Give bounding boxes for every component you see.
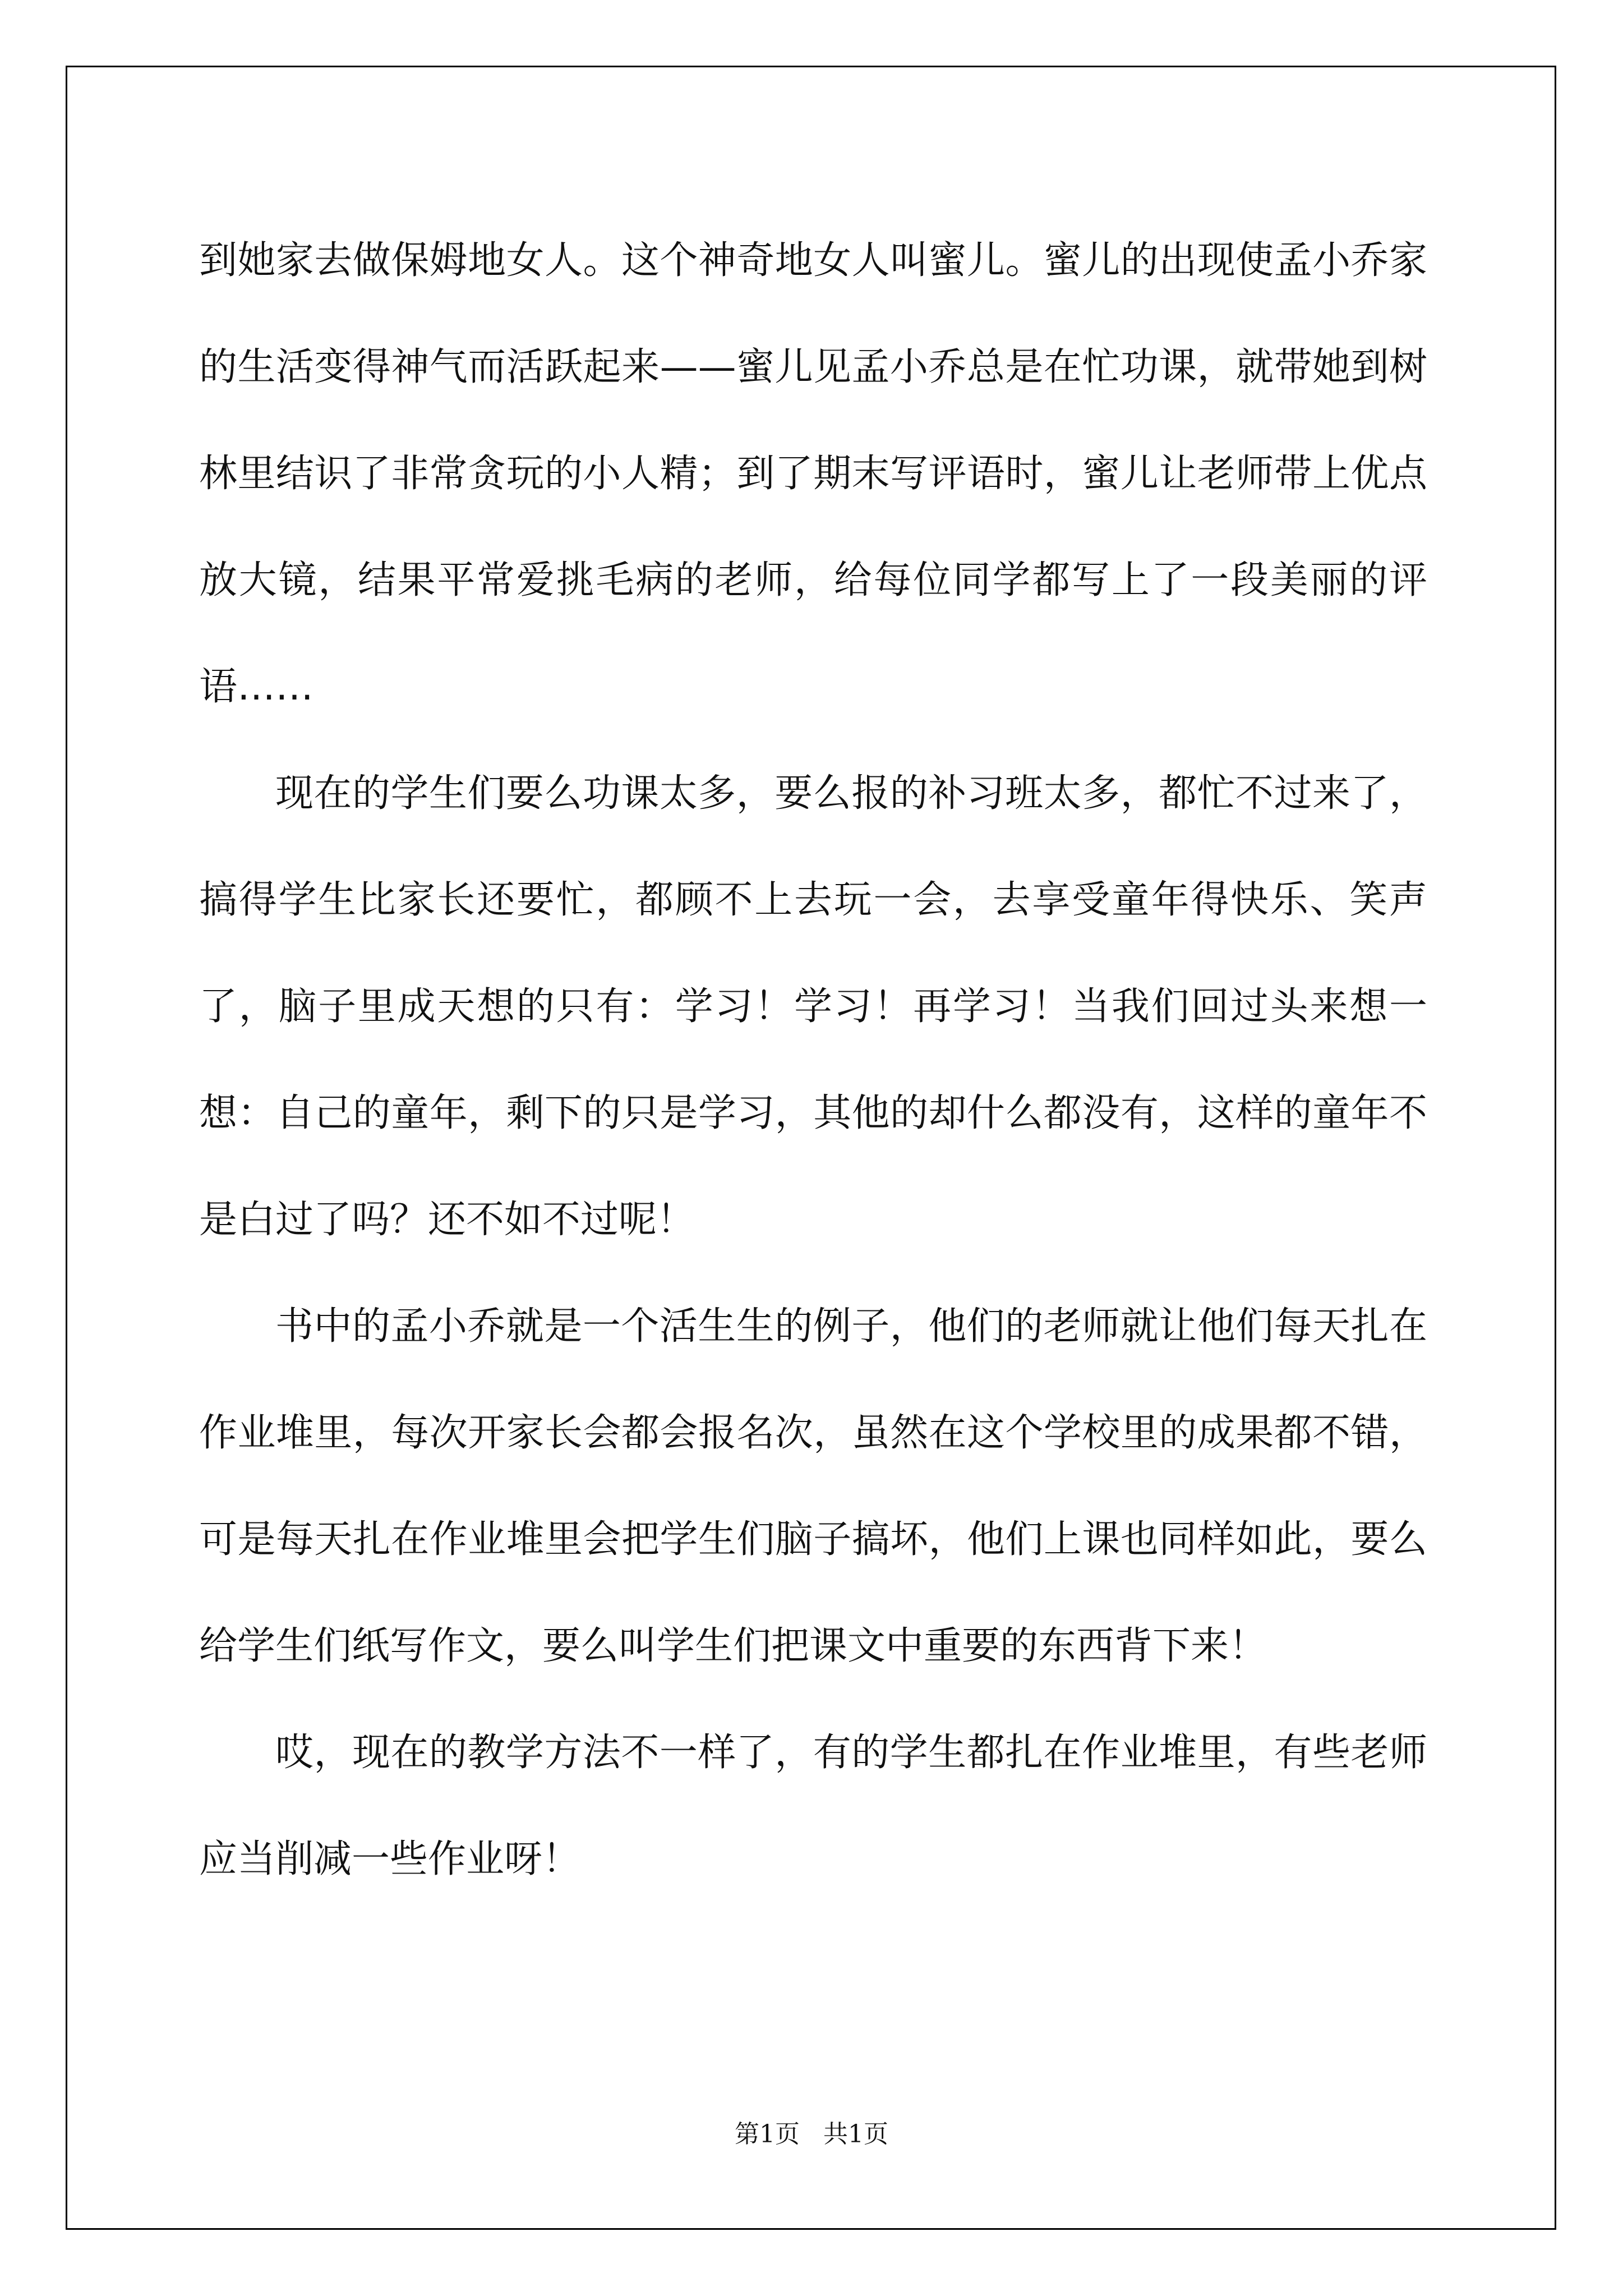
paragraph-1: 到她家去做保姆地女人。这个神奇地女人叫蜜儿。蜜儿的出现使孟小乔家的生活变得神气而活跃起来——蜜儿见孟小乔总是在忙功课，就带她到树林里结识了非常贪玩的小人精；到了期末写评语时，蜜儿让老师带上优点放大镜，结果平常爱挑毛病的老师，给每位同学都写上了一段美丽的评语……	[199, 238, 1427, 709]
paragraph-3: 书中的孟小乔就是一个活生生的例子，他们的老师就让他们每天扎在作业堆里，每次开家长会都会报名次，虽然在这个学校里的成果都不错，可是每天扎在作业堆里会把学生们脑子搞坏，他们上课也同样如此，要么给学生们纸写作文，要么叫学生们把课文中重要的东西背下来！	[199, 1304, 1427, 1668]
page-number-footer: 第1页 共1页	[735, 2120, 888, 2148]
paragraph-4: 哎，现在的教学方法不一样了，有的学生都扎在作业堆里，有些老师应当削减一些作业呀！	[199, 1731, 1427, 1881]
paragraph-2: 现在的学生们要么功课太多，要么报的补习班太多，都忙不过来了，搞得学生比家长还要忙，都顾不上去玩一会，去享受童年得快乐、笑声了，脑子里成天想的只有：学习！学习！再学习！当我们回过头来想一想：自己的童年，剩下的只是学习，其他的却什么都没有，这样的童年不是白过了吗？还不如不过呢！	[199, 771, 1427, 1242]
document-body	[199, 208, 1427, 1913]
